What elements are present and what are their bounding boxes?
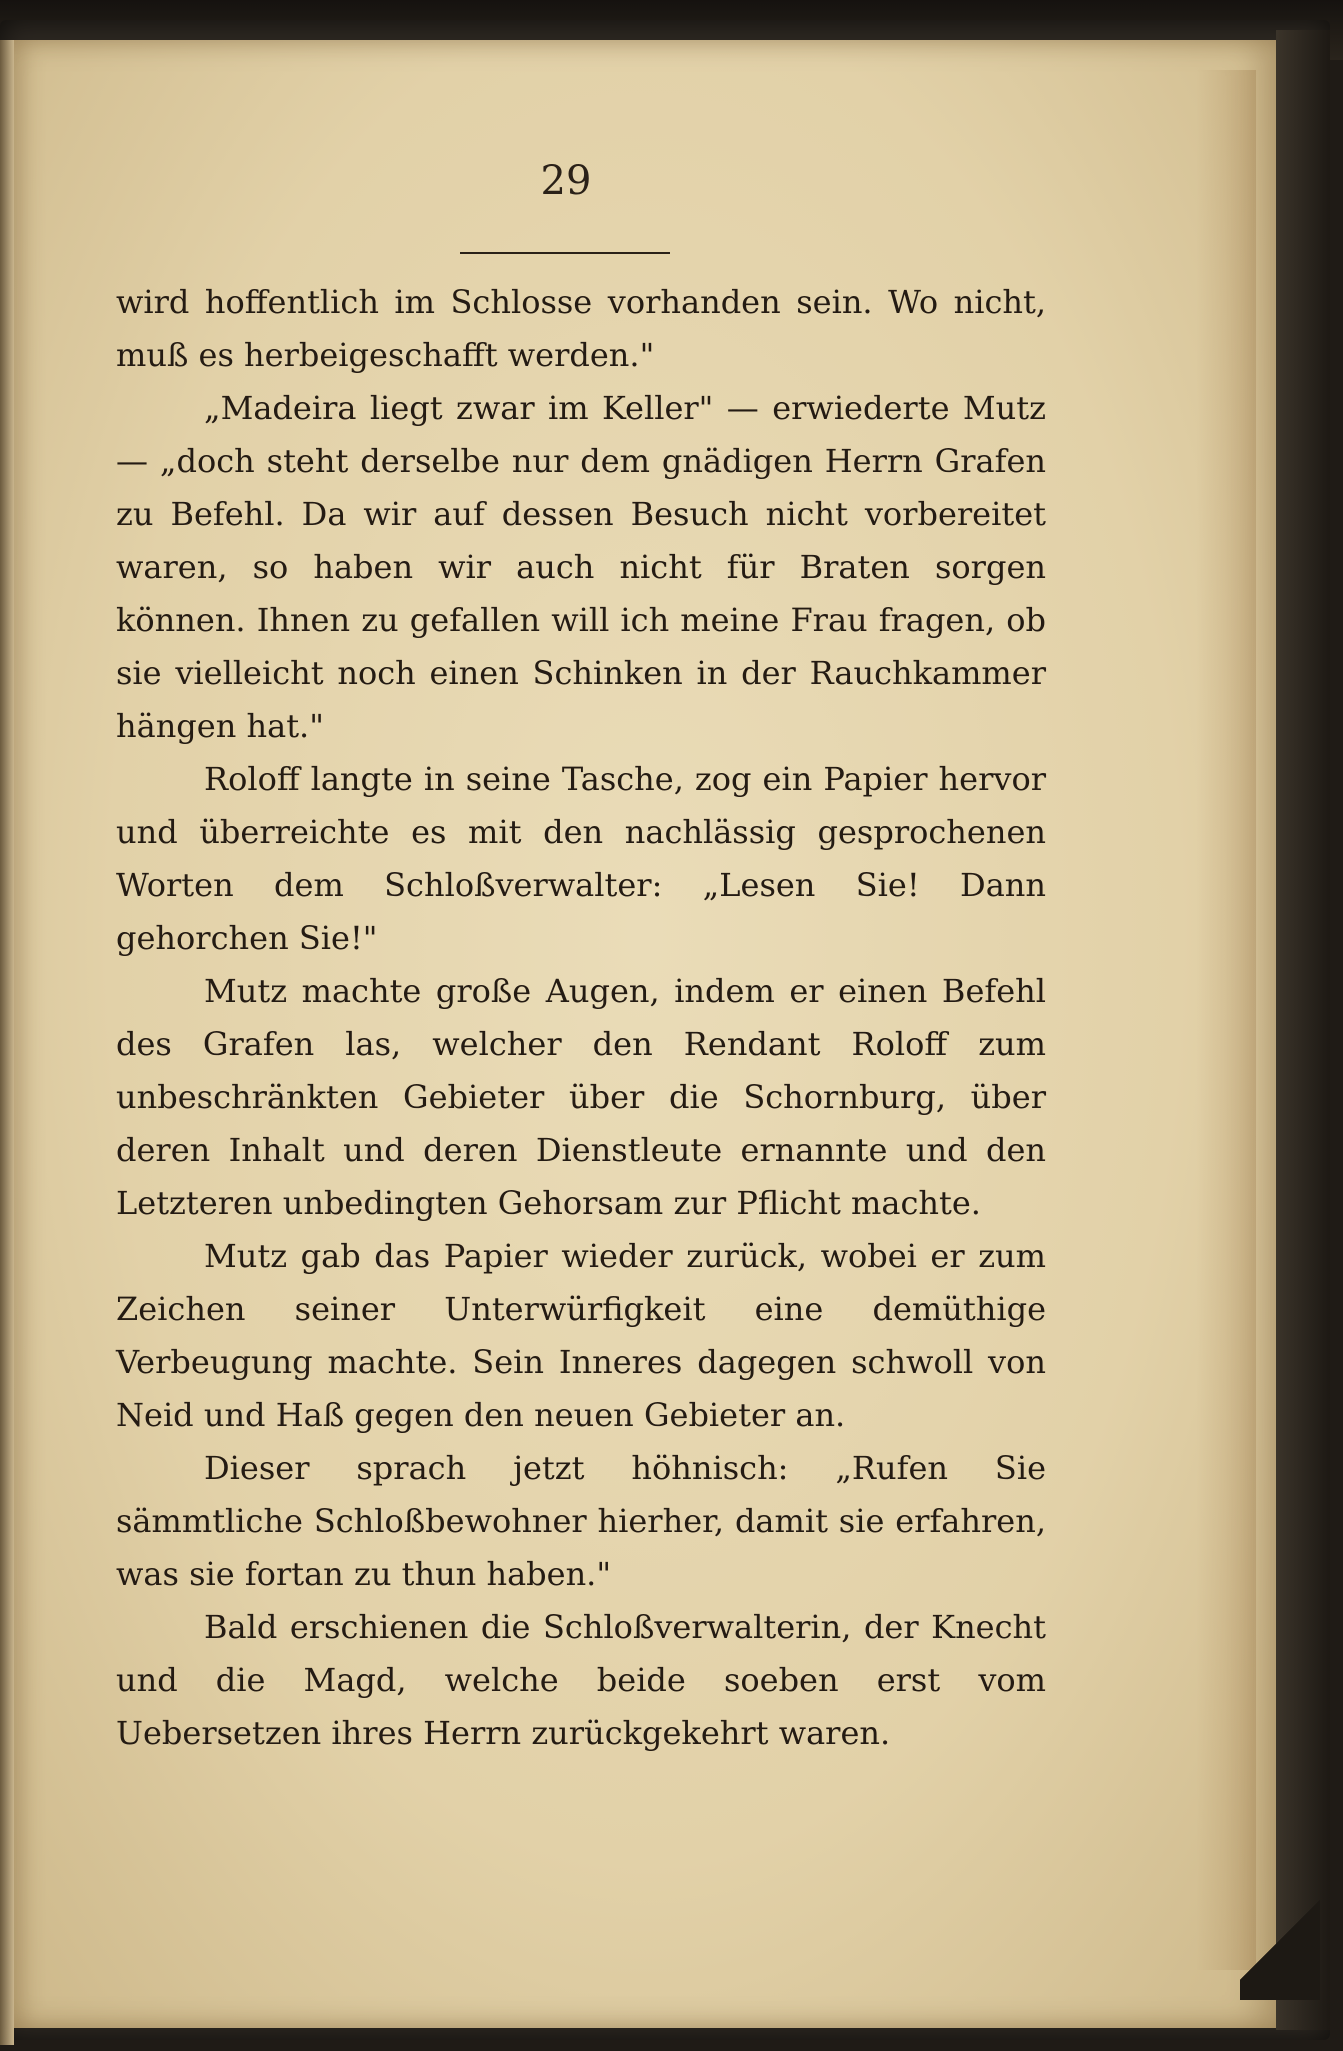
- paragraph: wird hoffentlich im Schlosse vorhanden sein. Wo nicht, muß es herbeigeschafft werden.": [116, 283, 1046, 374]
- previous-page-edge: [0, 40, 14, 2045]
- paragraph: Roloff langte in seine Tasche, zog ein Papier hervor und überreichte es mit den nachlässig gesprochenen Worten dem Schloßverwalter: „Lesen Sie! Dann gehorchen Sie!": [116, 760, 1046, 957]
- body-text: [116, 276, 1046, 1760]
- paragraph: Bald erschienen die Schloßverwalterin, der Knecht und die Magd, welche beide soeben erst vom Uebersetzen ihres Herrn zurückgekehrt waren.: [116, 1608, 1046, 1752]
- paragraph: Mutz machte große Augen, indem er einen Befehl des Grafen las, welcher den Rendant Roloff zum unbeschränkten Gebieter über die Schornburg, über deren Inhalt und deren Dienstleute ernannte und den Letzteren unbedingten Gehorsam zur Pflicht machte.: [116, 972, 1046, 1222]
- page-number: 29: [540, 158, 592, 204]
- book-page: [14, 40, 1276, 2028]
- paragraph: Mutz gab das Papier wieder zurück, wobei er zum Zeichen seiner Unterwürfigkeit eine demüthige Verbeugung machte. Sein Inneres dagegen schwoll von Neid und Haß gegen den neuen Gebieter an.: [116, 1237, 1046, 1434]
- book-cover-edge: [1276, 30, 1330, 2030]
- page-corner: [1240, 1880, 1320, 2000]
- paragraph: Dieser sprach jetzt höhnisch: „Rufen Sie sämmtliche Schloßbewohner hierher, damit sie erfahren, was sie fortan zu thun haben.": [116, 1449, 1046, 1593]
- page-number-rule: [460, 252, 670, 254]
- paragraph: „Madeira liegt zwar im Keller" — erwiederte Mutz — „doch steht derselbe nur dem gnädigen Herrn Grafen zu Befehl. Da wir auf dessen Besuch nicht vorbereitet waren, so haben wir auch nicht für Braten sorgen können. Ihnen zu gefallen will ich meine Frau fragen, ob sie vielleicht noch einen Schinken in der Rauchkammer hängen hat.": [116, 389, 1046, 745]
- page-stain: [1196, 70, 1256, 1970]
